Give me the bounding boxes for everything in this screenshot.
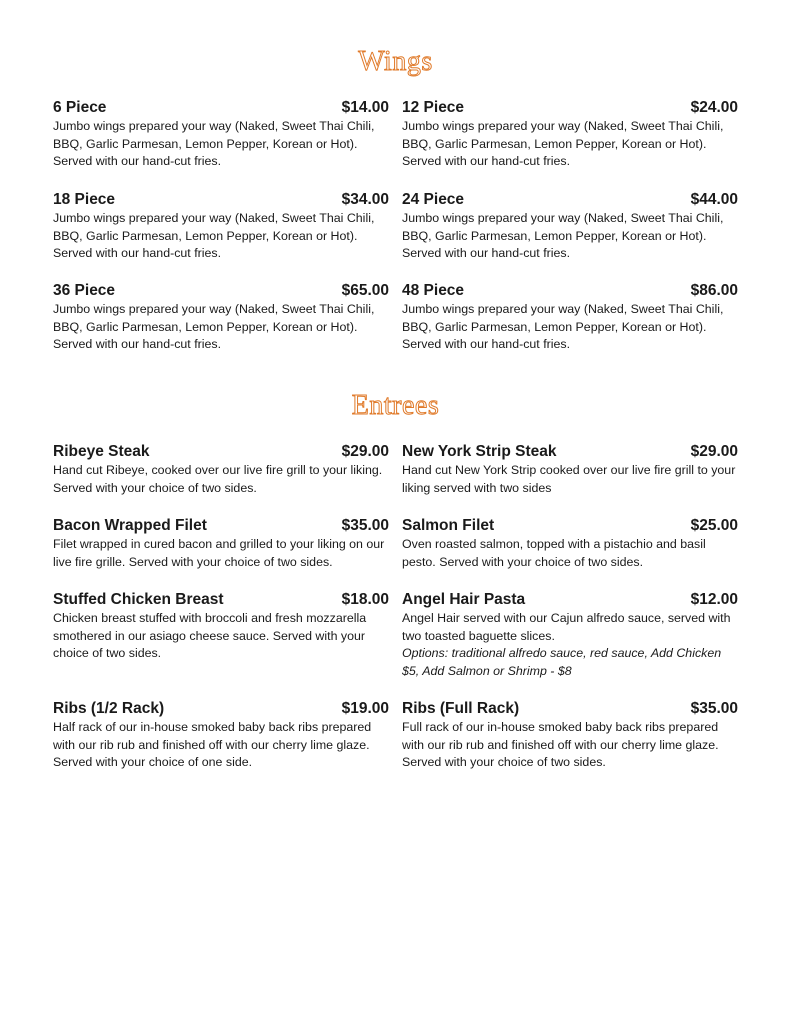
item-price: $65.00: [341, 282, 389, 299]
item-name: New York Strip Steak: [402, 443, 557, 460]
item-description: Jumbo wings prepared your way (Naked, Sweet Thai Chili, BBQ, Garlic Parmesan, Lemon Pepper, Korean or Hot). Served with our hand-cut fries.: [402, 211, 724, 260]
menu-item: [402, 98, 738, 171]
item-price: $19.00: [341, 700, 389, 717]
item-description: Angel Hair served with our Cajun alfredo sauce, served with two toasted baguette slices.: [402, 611, 731, 643]
item-description: Jumbo wings prepared your way (Naked, Sweet Thai Chili, BBQ, Garlic Parmesan, Lemon Pepper, Korean or Hot). Served with our hand-cut fries.: [402, 119, 724, 168]
menu-item: [53, 442, 389, 497]
item-description: Jumbo wings prepared your way (Naked, Sweet Thai Chili, BBQ, Garlic Parmesan, Lemon Pepper, Korean or Hot). Served with our hand-cut fries.: [53, 211, 375, 260]
item-description: Chicken breast stuffed with broccoli and fresh mozzarella smothered in our asiago cheese sauce. Served with your choice of two sides.: [53, 611, 367, 660]
menu-item: [53, 190, 389, 263]
item-description: Jumbo wings prepared your way (Naked, Sweet Thai Chili, BBQ, Garlic Parmesan, Lemon Pepper, Korean or Hot). Served with our hand-cut fries.: [53, 302, 375, 351]
item-price: $29.00: [341, 443, 389, 460]
item-name: Ribs (1/2 Rack): [53, 700, 165, 717]
item-description: Filet wrapped in cured bacon and grilled to your liking on our live fire grille. Served with your choice of two sides.: [53, 537, 385, 569]
section-title-entrees: Entrees: [351, 390, 440, 421]
item-description: Full rack of our in-house smoked baby back ribs prepared with our rib rub and finished off with our cherry lime glaze. Served with your choice of two sides.: [402, 720, 719, 769]
item-price: $44.00: [690, 191, 738, 208]
item-name: 18 Piece: [53, 191, 116, 208]
item-price: $25.00: [690, 517, 738, 534]
menu-item: [402, 699, 738, 772]
item-price: $14.00: [341, 99, 389, 116]
item-price: $24.00: [690, 99, 738, 116]
item-name: 48 Piece: [402, 282, 465, 299]
item-price: $86.00: [690, 282, 738, 299]
item-name: Salmon Filet: [402, 517, 495, 534]
menu-item: [402, 190, 738, 263]
item-options: Options: traditional alfredo sauce, red sauce, Add Chicken $5, Add Salmon or Shrimp - $8: [402, 646, 722, 678]
item-description: Jumbo wings prepared your way (Naked, Sweet Thai Chili, BBQ, Garlic Parmesan, Lemon Pepper, Korean or Hot). Served with our hand-cut fries.: [402, 302, 724, 351]
item-name: 24 Piece: [402, 191, 465, 208]
item-price: $18.00: [341, 591, 389, 608]
menu-item: [53, 516, 389, 571]
item-name: Angel Hair Pasta: [402, 591, 526, 608]
menu-item: [402, 590, 738, 680]
item-name: Ribeye Steak: [53, 443, 150, 460]
item-description: Hand cut Ribeye, cooked over our live fire grill to your liking. Served with your choice of two sides.: [53, 463, 383, 495]
item-name: Bacon Wrapped Filet: [53, 517, 207, 534]
menu-item: [402, 281, 738, 354]
section-title-wings: Wings: [358, 46, 433, 77]
menu-item: [53, 590, 389, 663]
item-description: Oven roasted salmon, topped with a pistachio and basil pesto. Served with your choice of two sides.: [402, 537, 706, 569]
item-name: 6 Piece: [53, 99, 107, 116]
item-price: $35.00: [690, 700, 738, 717]
item-price: $35.00: [341, 517, 389, 534]
menu-item: [402, 442, 738, 497]
menu-item: [402, 516, 738, 571]
item-price: $29.00: [690, 443, 738, 460]
menu-item: [53, 98, 389, 171]
item-name: 36 Piece: [53, 282, 116, 299]
menu-item: [53, 699, 389, 772]
item-name: 12 Piece: [402, 99, 465, 116]
menu-item: [53, 281, 389, 354]
item-name: Stuffed Chicken Breast: [53, 591, 224, 608]
item-name: Ribs (Full Rack): [402, 700, 520, 717]
item-description: Jumbo wings prepared your way (Naked, Sweet Thai Chili, BBQ, Garlic Parmesan, Lemon Pepper, Korean or Hot). Served with our hand-cut fries.: [53, 119, 375, 168]
item-price: $34.00: [341, 191, 389, 208]
item-description: Half rack of our in-house smoked baby back ribs prepared with our rib rub and finished off with our cherry lime glaze. Served with your choice of one side.: [53, 720, 372, 769]
item-price: $12.00: [690, 591, 738, 608]
item-description: Hand cut New York Strip cooked over our live fire grill to your liking served with two sides: [402, 463, 736, 495]
